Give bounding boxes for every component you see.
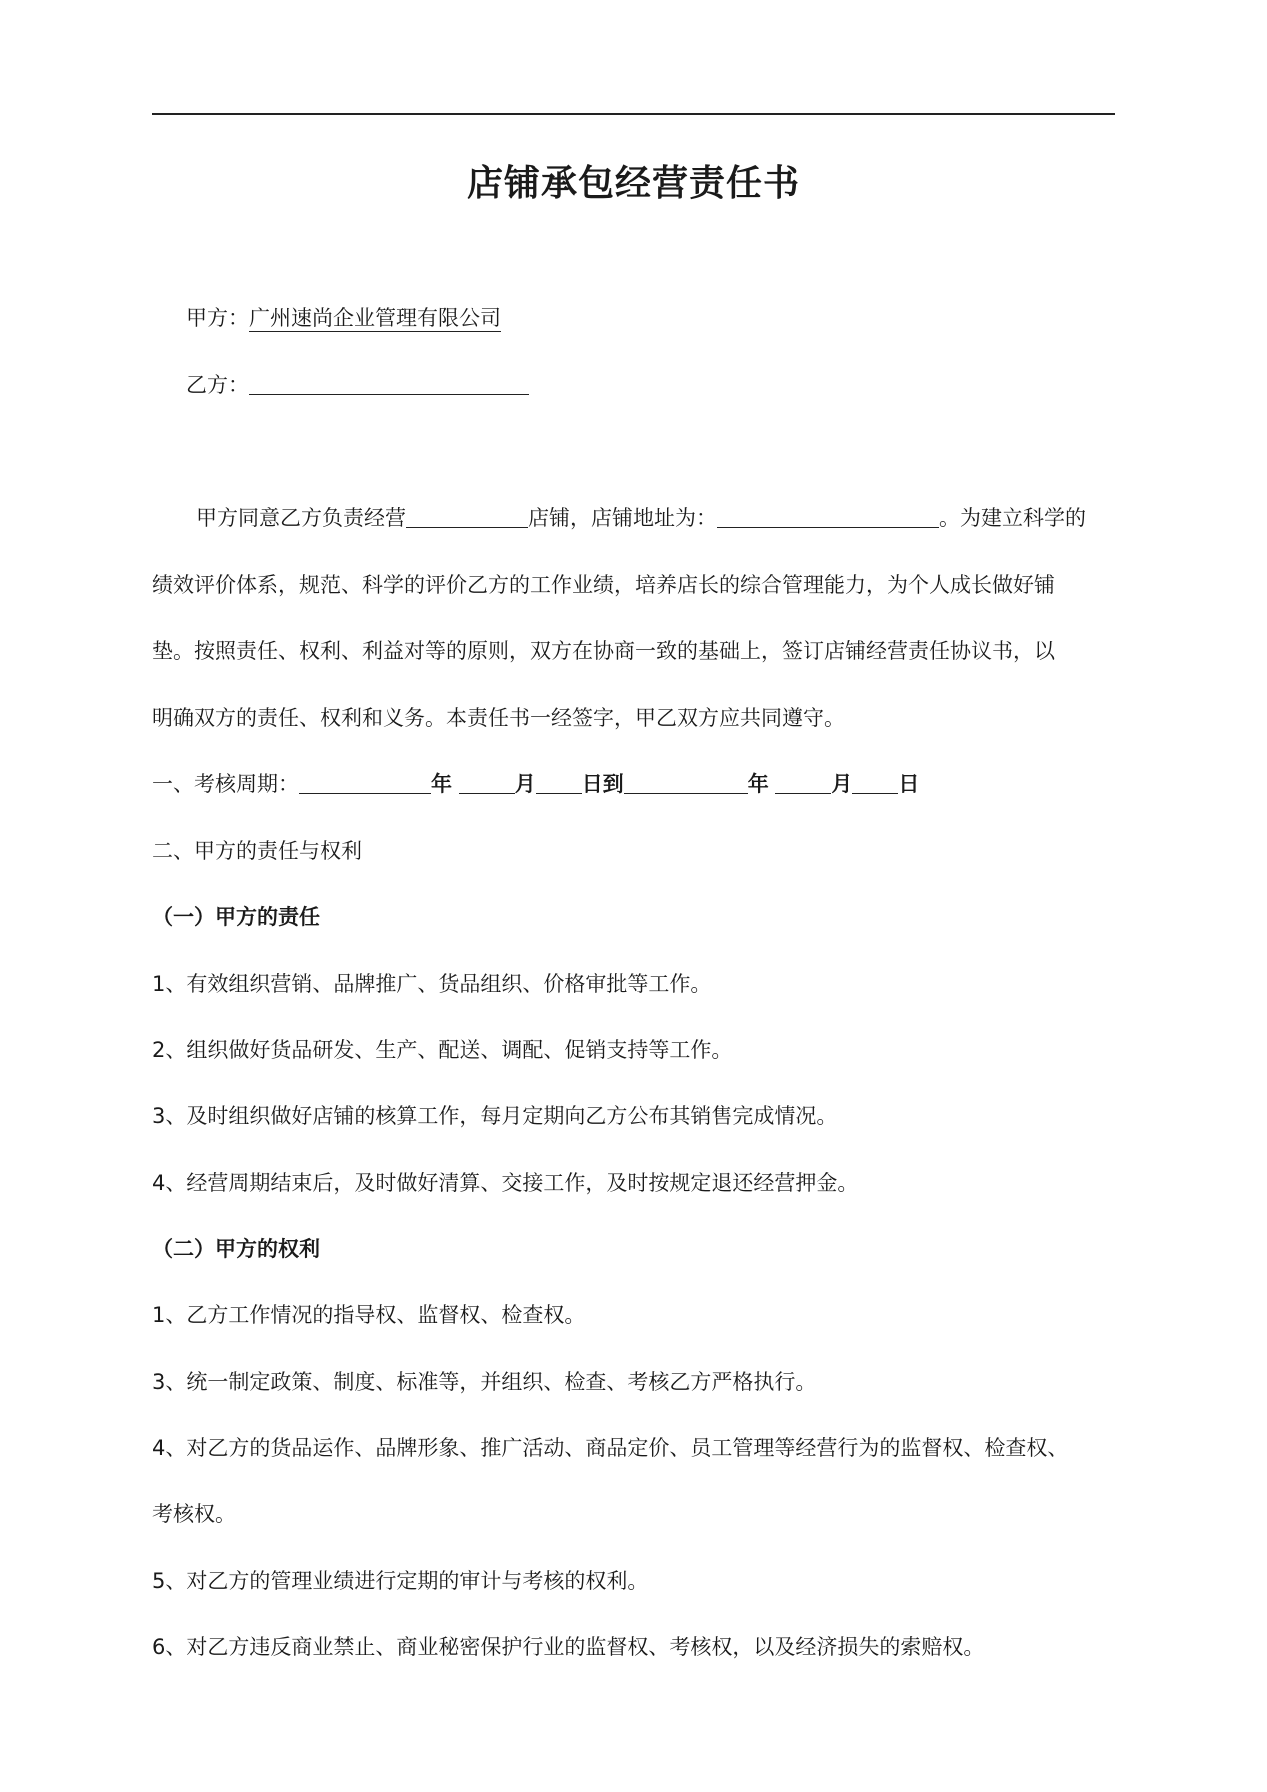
duty-item: 4、经营周期结束后，及时做好清算、交接工作，及时按规定退还经营押金。 xyxy=(152,1171,859,1195)
document-title: 店铺承包经营责任书 xyxy=(466,163,800,204)
start-month-unit: 月 xyxy=(514,772,536,796)
right-item: 1、乙方工作情况的指导权、监督权、检查权。 xyxy=(152,1303,586,1327)
end-year-unit: 年 xyxy=(747,772,769,796)
intro-line-1 xyxy=(196,503,1159,533)
start-year-blank[interactable] xyxy=(299,769,431,794)
end-day-blank[interactable] xyxy=(852,769,898,794)
period-line xyxy=(152,769,1115,799)
intro-line-4: 明确双方的责任、权利和义务。本责任书一经签字，甲乙双方应共同遵守。 xyxy=(152,706,845,730)
end-month-unit: 月 xyxy=(831,772,853,796)
end-day-unit: 日 xyxy=(898,772,920,796)
header-rule xyxy=(152,113,1115,115)
duty-item: 1、有效组织营销、品牌推广、货品组织、价格审批等工作。 xyxy=(152,972,712,996)
end-year-blank[interactable] xyxy=(624,769,748,794)
store-name-blank[interactable] xyxy=(406,503,528,528)
party-a-label: 甲方： xyxy=(186,306,249,330)
store-address-blank[interactable] xyxy=(717,503,939,528)
party-b-blank[interactable] xyxy=(249,370,529,395)
intro-text-b: 店铺，店铺地址为： xyxy=(528,506,717,530)
duty-item: 3、及时组织做好店铺的核算工作，每月定期向乙方公布其销售完成情况。 xyxy=(152,1104,838,1128)
section-heading-2: 二、甲方的责任与权利 xyxy=(152,839,362,863)
right-item: 5、对乙方的管理业绩进行定期的审计与考核的权利。 xyxy=(152,1569,649,1593)
start-day-to: 日到 xyxy=(581,772,624,796)
intro-text-c: 。为建立科学的 xyxy=(939,506,1086,530)
right-item-continued: 考核权。 xyxy=(152,1502,236,1526)
duty-item: 2、组织做好货品研发、生产、配送、调配、促销支持等工作。 xyxy=(152,1038,733,1062)
start-day-blank[interactable] xyxy=(536,769,582,794)
subsection-duties-heading: （一）甲方的责任 xyxy=(152,905,320,929)
party-b-label: 乙方： xyxy=(186,373,249,397)
intro-line-2: 绩效评价体系，规范、科学的评价乙方的工作业绩，培养店长的综合管理能力，为个人成长做好铺 xyxy=(152,573,1055,597)
party-a-value: 广州速尚企业管理有限公司 xyxy=(249,306,501,330)
intro-line-3: 垫。按照责任、权利、利益对等的原则，双方在协商一致的基础上，签订店铺经营责任协议书，以 xyxy=(152,639,1055,663)
start-month-blank[interactable] xyxy=(459,769,515,794)
intro-text-a: 甲方同意乙方负责经营 xyxy=(196,506,406,530)
right-item: 3、统一制定政策、制度、标准等，并组织、检查、考核乙方严格执行。 xyxy=(152,1370,817,1394)
right-item: 4、对乙方的货品运作、品牌形象、推广活动、商品定价、员工管理等经营行为的监督权、检查权、 xyxy=(152,1436,1069,1460)
party-b-line xyxy=(186,370,1149,400)
right-item: 6、对乙方违反商业禁止、商业秘密保护行业的监督权、考核权，以及经济损失的索赔权。 xyxy=(152,1635,985,1659)
end-month-blank[interactable] xyxy=(775,769,831,794)
party-a-line xyxy=(186,303,1149,333)
period-label: 一、考核周期： xyxy=(152,772,299,796)
start-year-unit: 年 xyxy=(431,772,452,796)
subsection-rights-heading: （二）甲方的权利 xyxy=(152,1237,320,1261)
